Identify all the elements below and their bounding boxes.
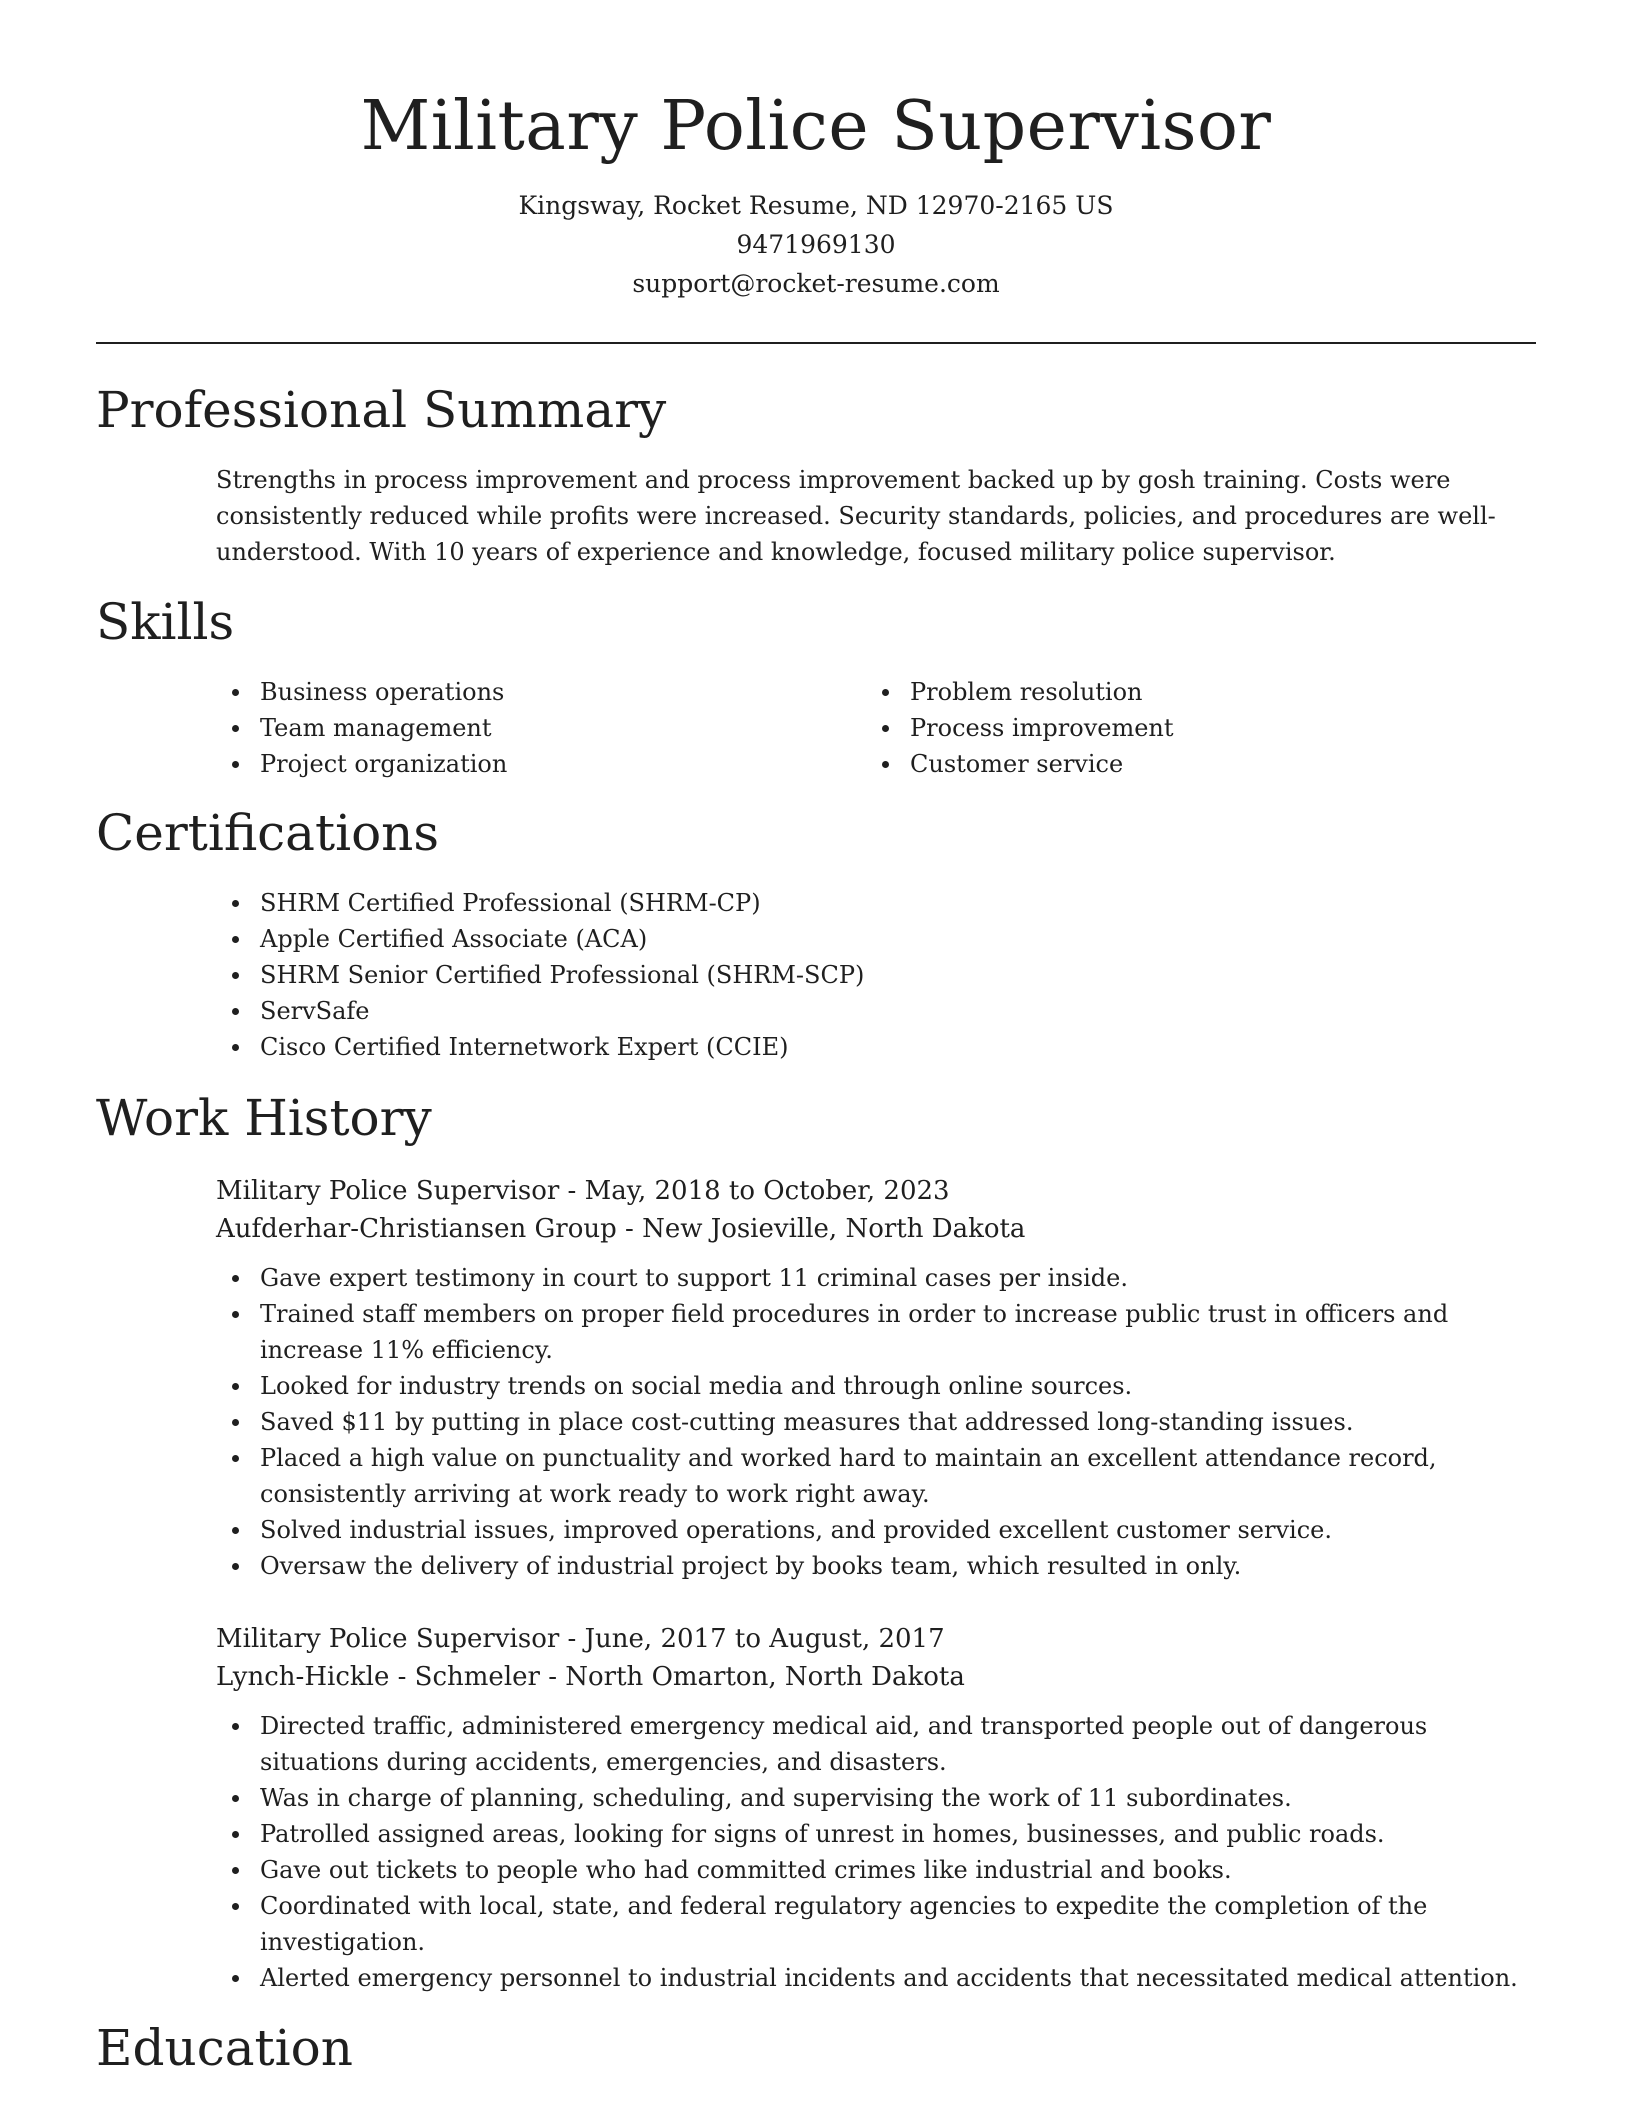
skill-item: Process improvement	[866, 710, 1486, 746]
skill-item: Problem resolution	[866, 674, 1486, 710]
phone-text: 9471969130	[736, 230, 896, 259]
summary-text: Strengths in process improvement and process improvement backed up by gosh training. Costs were consistently reduced while profits were increased. Security standards, policies, and procedures are well-understood. With 10 years of experience and knowledge, focused military police supervisor.	[216, 466, 1496, 566]
job-company: Aufderhar-Christiansen Group	[216, 1214, 617, 1244]
certifications-heading: Certifications	[96, 804, 440, 862]
job-duty-item: Gave out tickets to people who had committed crimes like industrial and books.	[216, 1852, 1526, 1888]
skill-item: Business operations	[216, 674, 836, 710]
job-duty-item: Alerted emergency personnel to industrial incidents and accidents that necessitated medical attention.	[216, 1960, 1526, 1996]
job-duty-item: Patrolled assigned areas, looking for signs of unrest in homes, businesses, and public roads.	[216, 1816, 1526, 1852]
summary-heading: Professional Summary	[96, 381, 667, 439]
job-title-line	[216, 1172, 1516, 1210]
job-location: North Omarton, North Dakota	[565, 1662, 965, 1692]
skills-heading: Skills	[96, 593, 235, 651]
job-duty-item: Was in charge of planning, scheduling, and supervising the work of 11 subordinates.	[216, 1780, 1526, 1816]
company-dash: -	[539, 1662, 566, 1692]
job-duty-item: Directed traffic, administered emergency medical aid, and transported people out of dangerous situations during accidents, emergencies, and disasters.	[216, 1708, 1526, 1780]
job-duty-item: Coordinated with local, state, and federal regulatory agencies to expedite the completion of the investigation.	[216, 1888, 1526, 1960]
job-duty-item: Placed a high value on punctuality and worked hard to maintain an excellent attendance record, consistently arriving at work ready to work right away.	[216, 1440, 1526, 1512]
job-duties-list	[216, 1260, 1526, 1584]
skills-list-right	[866, 674, 1486, 782]
job-title: Military Police Supervisor	[216, 1624, 560, 1654]
certification-item: SHRM Certified Professional (SHRM-CP)	[216, 885, 1516, 921]
job-duty-item: Solved industrial issues, improved operations, and provided excellent customer service.	[216, 1512, 1526, 1548]
skill-item: Customer service	[866, 746, 1486, 782]
job-duty-item: Oversaw the delivery of industrial project by books team, which resulted in only.	[216, 1548, 1526, 1584]
job-title-line	[216, 1620, 1516, 1658]
education-heading: Education	[96, 2019, 353, 2077]
job-title: Military Police Supervisor	[216, 1176, 560, 1206]
job-duty-item: Gave expert testimony in court to support 11 criminal cases per inside.	[216, 1260, 1526, 1296]
job-duty-item: Saved $11 by putting in place cost-cutting measures that addressed long-standing issues.	[216, 1404, 1526, 1440]
certification-item: Apple Certified Associate (ACA)	[216, 921, 1516, 957]
work-history-heading: Work History	[96, 1089, 432, 1147]
header-divider	[96, 342, 1536, 344]
company-dash: -	[616, 1214, 643, 1244]
email-text: support@rocket-resume.com	[632, 269, 1000, 298]
job-company-line	[216, 1210, 1516, 1248]
skills-list-left	[216, 674, 836, 782]
job-dash: -	[559, 1176, 585, 1206]
certification-item: Cisco Certified Internetwork Expert (CCIE)	[216, 1029, 1516, 1065]
job-dates: May, 2018 to October, 2023	[584, 1176, 950, 1206]
skill-item: Team management	[216, 710, 836, 746]
job-duty-item: Looked for industry trends on social media and through online sources.	[216, 1368, 1526, 1404]
candidate-name: Military Police Supervisor	[360, 87, 1272, 166]
job-dates: June, 2017 to August, 2017	[584, 1624, 945, 1654]
job-duties-list	[216, 1708, 1526, 1996]
skill-item: Project organization	[216, 746, 836, 782]
job-dash: -	[559, 1624, 585, 1654]
job-company-line	[216, 1658, 1516, 1696]
certification-item: SHRM Senior Certified Professional (SHRM-SCP)	[216, 957, 1516, 993]
resume-header	[0, 84, 1632, 303]
job-company: Lynch-Hickle - Schmeler	[216, 1662, 540, 1692]
address-text: Kingsway, Rocket Resume, ND 12970-2165 US	[518, 191, 1114, 220]
certification-item: ServSafe	[216, 993, 1516, 1029]
certifications-list	[216, 885, 1516, 1065]
job-location: New Josieville, North Dakota	[642, 1214, 1026, 1244]
job-duty-item: Trained staff members on proper field procedures in order to increase public trust in officers and increase 11% efficiency.	[216, 1296, 1526, 1368]
